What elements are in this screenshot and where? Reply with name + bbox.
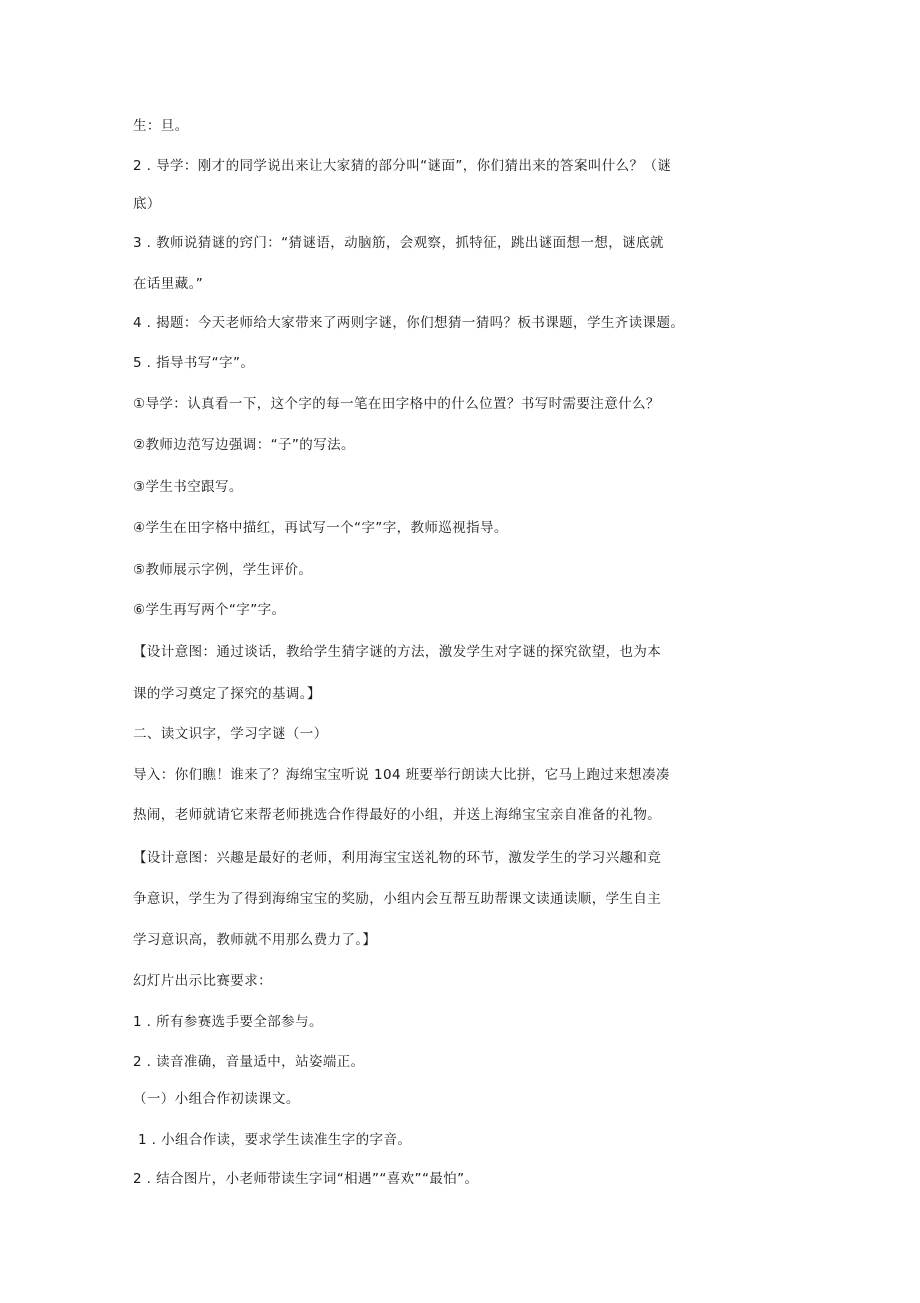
text-line: ⑥学生再写两个“字”字。 — [133, 602, 286, 618]
text-line: 3 . 教师说猜谜的窍门：“猜谜语，动脑筋，会观察，抓特征，跳出谜面想一想，谜底就 — [133, 235, 664, 251]
text-line: 1 . 小组合作读，要求学生读准生字的字音。 — [138, 1132, 412, 1148]
text-line: 2 . 读音准确，音量适中，站姿端正。 — [133, 1054, 365, 1070]
text-line: 1 . 所有参赛选手要全部参与。 — [133, 1014, 323, 1030]
text-line: 导入：你们瞧！谁来了？海绵宝宝听说 104 班要举行朗读大比拼，它马上跑过来想凑凑 — [133, 767, 670, 783]
text-line: （一）小组合作初读课文。 — [133, 1091, 300, 1107]
text-line: 在话里藏。” — [133, 276, 204, 292]
text-line: 底） — [133, 196, 161, 212]
text-line: 生：旦。 — [133, 118, 189, 134]
text-line: 争意识，学生为了得到海绵宝宝的奖励，小组内会互帮互助帮课文读通读顺，学生自主 — [133, 891, 662, 907]
text-line: 幻灯片出示比赛要求： — [133, 973, 272, 989]
text-line: ⑤教师展示字例，学生评价。 — [133, 562, 313, 578]
text-line: 学习意识高，教师就不用那么费力了。】 — [133, 932, 377, 948]
text-line: 2 . 导学：刚才的同学说出来让大家猜的部分叫“谜面”，你们猜出来的答案叫什么？（谜 — [133, 158, 672, 174]
text-line: 课的学习奠定了探究的基调。】 — [133, 686, 321, 702]
text-line: 热闹，老师就请它来帮老师挑选合作得最好的小组，并送上海绵宝宝亲自准备的礼物。 — [133, 807, 662, 823]
text-line: ①导学：认真看一下，这个字的每一笔在田字格中的什么位置？书写时需要注意什么？ — [133, 396, 660, 412]
text-line: 2 . 结合图片，小老师带读生字词“相遇”“喜欢”“最怕”。 — [133, 1171, 479, 1187]
text-line: ③学生书空跟写。 — [133, 479, 243, 495]
text-line: 4 . 揭题：今天老师给大家带来了两则字谜，你们想猜一猜吗？板书课题，学生齐读课题。 — [133, 315, 685, 331]
text-line: 二、读文识字，学习字谜（一） — [133, 726, 328, 742]
text-line: 【设计意图：兴趣是最好的老师，利用海宝宝送礼物的环节，激发学生的学习兴趣和竞 — [133, 850, 662, 866]
text-line: 5 . 指导书写“字”。 — [133, 355, 255, 371]
text-line: ④学生在田字格中描红，再试写一个“字”字，教师巡视指导。 — [133, 520, 508, 536]
text-line: ②教师边范写边强调：“子”的写法。 — [133, 437, 355, 453]
text-line: 【设计意图：通过谈话，教给学生猜字谜的方法，激发学生对字谜的探究欲望，也为本 — [133, 644, 662, 660]
